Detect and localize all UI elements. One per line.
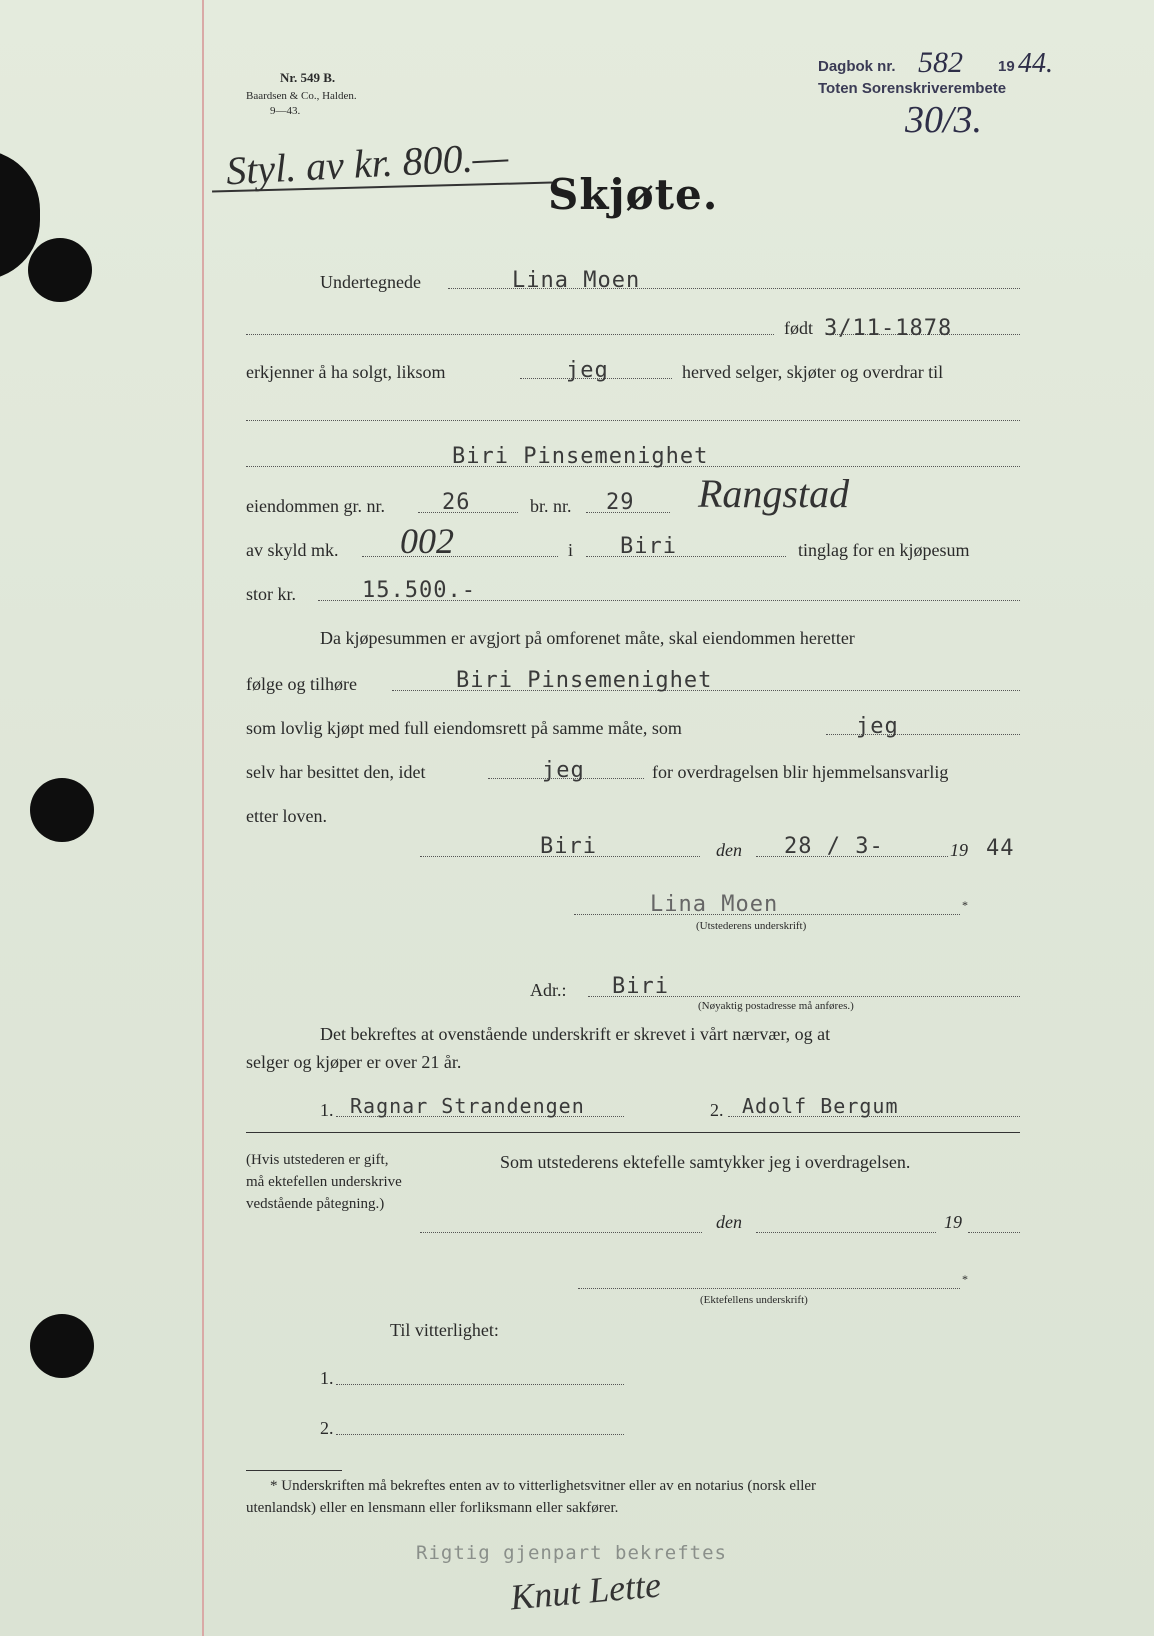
signing-year-prefix: 19 xyxy=(950,840,968,860)
tinglag-value: Biri xyxy=(620,534,677,559)
fee-note: Styl. av kr. 800.— xyxy=(225,133,510,194)
copy-stamp: Rigtig gjenpart bekreftes xyxy=(416,1542,727,1564)
margin-line xyxy=(202,0,204,1636)
den-label: den xyxy=(716,840,742,860)
copy-signature: Knut Lette xyxy=(508,1564,663,1618)
overdragelse-label: for overdragelsen blir hjemmelsansvarlig xyxy=(652,762,949,782)
spouse-year-prefix: 19 xyxy=(944,1212,962,1232)
gr-nr-value: 26 xyxy=(442,490,471,515)
document-title: Skjøte. xyxy=(548,170,719,219)
spouse-caption: (Ektefellens underskrift) xyxy=(700,1294,808,1306)
adr-caption: (Nøyaktig postadresse må anføres.) xyxy=(698,1000,854,1012)
footnote-rule xyxy=(246,1470,342,1471)
punch-hole-3 xyxy=(30,1314,94,1378)
selv-value: jeg xyxy=(542,758,585,783)
stor-kr-label: stor kr. xyxy=(246,584,297,604)
footnote-line1: * Underskriften må bekreftes enten av to vitterlighetsvitner eller av en notarius (norsk eller xyxy=(270,1478,817,1494)
adr-value: Biri xyxy=(612,974,669,999)
signing-place: Biri xyxy=(540,834,597,859)
printer-date: 9—43. xyxy=(270,105,301,117)
signature-asterisk: * xyxy=(962,898,968,912)
erkjenner-value: jeg xyxy=(566,358,609,383)
paragraph-line1: Da kjøpesummen er avgjort på omforenet måte, skal eiendommen heretter xyxy=(320,628,855,648)
section-divider xyxy=(246,1132,1020,1133)
vitterlighet-label: Til vitterlighet: xyxy=(390,1320,499,1340)
undertegnede-label: Undertegnede xyxy=(320,272,421,292)
spouse-note-3: vedstående påtegning.) xyxy=(246,1196,385,1212)
br-nr-value: 29 xyxy=(606,490,635,515)
signing-date: 28 / 3- xyxy=(784,834,884,859)
footnote-line2: utenlandsk) eller en lensmann eller forliksmann eller sakfører. xyxy=(246,1500,619,1516)
punch-hole-2 xyxy=(30,778,94,842)
form-number: Nr. 549 B. xyxy=(280,70,336,85)
i-label: i xyxy=(568,540,574,560)
dagbok-year-suffix: 44. xyxy=(1018,48,1053,79)
spouse-consent: Som utstederens ektefelle samtykker jeg i overdragelsen. xyxy=(500,1152,911,1172)
confirm-line1: Det bekreftes at ovenstående underskrift er skrevet i vårt nærvær, og at xyxy=(320,1024,831,1044)
vitterlighet-1: 1. xyxy=(320,1368,334,1388)
etter-loven: etter loven. xyxy=(246,806,327,826)
seller-signature: Lina Moen xyxy=(650,892,779,917)
witness1-value: Ragnar Strandengen xyxy=(350,1094,585,1118)
spouse-note-2: må ektefellen underskrive xyxy=(246,1174,402,1190)
signature-caption: (Utstederens underskrift) xyxy=(696,920,807,932)
court-office: Toten Sorenskriverembete xyxy=(818,80,1007,97)
seller-name: Lina Moen xyxy=(512,268,641,293)
tinglag-label: tinglag for en kjøpesum xyxy=(798,540,970,560)
printer-name: Baardsen & Co., Halden. xyxy=(246,90,357,102)
dagbok-number: 582 xyxy=(918,46,963,79)
farm-name: Rangstad xyxy=(698,471,850,516)
witness2-value: Adolf Bergum xyxy=(742,1094,899,1118)
spouse-den-label: den xyxy=(716,1212,742,1232)
herved-label: herved selger, skjøter og overdrar til xyxy=(682,362,944,382)
register-date: 30/3. xyxy=(905,99,983,141)
witness2-label: 2. xyxy=(710,1100,724,1120)
dagbok-year-prefix: 19 xyxy=(998,58,1015,75)
erkjenner-label: erkjenner å ha solgt, liksom xyxy=(246,362,446,382)
selv-label: selv har besittet den, idet xyxy=(246,762,426,782)
witness1-label: 1. xyxy=(320,1100,334,1120)
adr-label: Adr.: xyxy=(530,980,567,1000)
skyld-label: av skyld mk. xyxy=(246,540,339,560)
punch-hole-1 xyxy=(28,238,92,302)
folge-value: Biri Pinsemenighet xyxy=(456,668,713,693)
eiendommen-label: eiendommen gr. nr. xyxy=(246,496,385,516)
spouse-note-1: (Hvis utstederen er gift, xyxy=(246,1152,389,1168)
birth-date: 3/11-1878 xyxy=(824,316,953,341)
lovlig-value: jeg xyxy=(856,714,899,739)
spouse-asterisk: * xyxy=(962,1272,968,1286)
fodt-label: født xyxy=(784,318,813,338)
vitterlighet-2: 2. xyxy=(320,1418,334,1438)
lovlig-label: som lovlig kjøpt med full eiendomsrett på samme måte, som xyxy=(246,718,682,738)
br-nr-label: br. nr. xyxy=(530,496,572,516)
price-value: 15.500.- xyxy=(362,578,476,603)
confirm-line2: selger og kjøper er over 21 år. xyxy=(246,1052,462,1072)
dagbok-label: Dagbok nr. xyxy=(818,58,896,75)
folge-label: følge og tilhøre xyxy=(246,674,357,694)
buyer-name: Biri Pinsemenighet xyxy=(452,444,709,469)
signing-year: 44 xyxy=(986,836,1015,861)
skyld-value: 002 xyxy=(400,521,454,561)
